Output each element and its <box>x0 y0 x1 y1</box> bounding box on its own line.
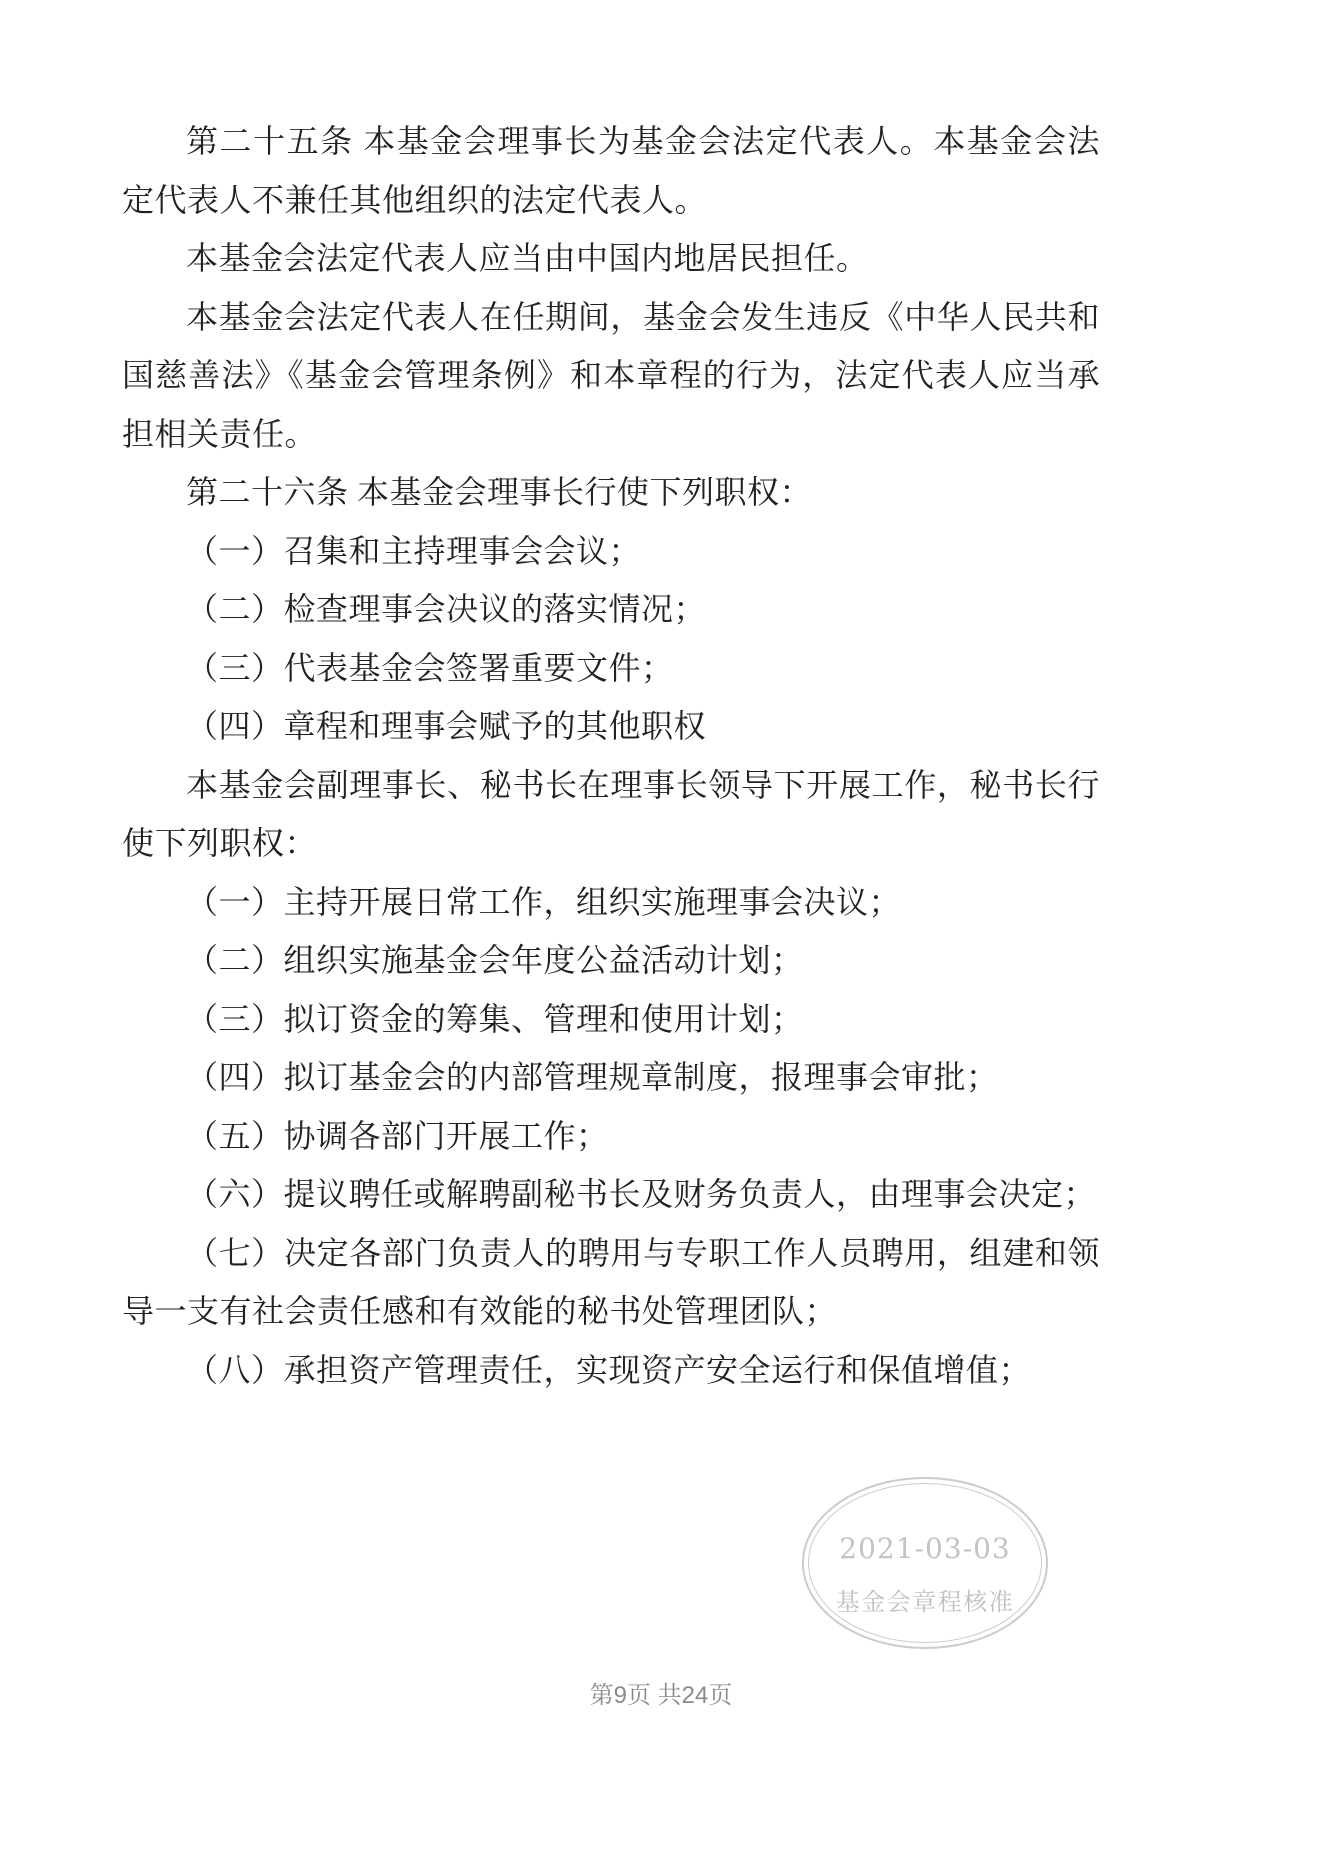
text-line: 第二十六条 本基金会理事长行使下列职权： <box>186 474 813 510</box>
paragraph <box>122 112 1100 229</box>
text-line: 本基金会法定代表人在任期间，基金会发生违反《中华人民共和 <box>186 298 1100 335</box>
text-line: （一）召集和主持理事会会议； <box>186 532 642 569</box>
text-line: （一）主持开展日常工作，组织实施理事会决议； <box>186 883 902 920</box>
text-line: 导一支有社会责任感和有效能的秘书处管理团队； <box>122 1293 838 1329</box>
stamp-date: 2021-03-03 <box>839 1532 1011 1565</box>
paragraph <box>122 697 1100 756</box>
paragraph <box>122 288 1100 464</box>
paragraph <box>122 1224 1100 1341</box>
approval-stamp <box>802 1477 1048 1649</box>
text-line: （五）协调各部门开展工作； <box>186 1117 609 1154</box>
text-line: （六）提议聘任或解聘副秘书长及财务负责人，由理事会决定； <box>186 1176 1097 1212</box>
text-line: 本基金会法定代表人应当由中国内地居民担任。 <box>186 240 869 276</box>
stamp-label: 基金会章程核准 <box>835 1590 1015 1616</box>
text-line: 国慈善法》《基金会管理条例》和本章程的行为，法定代表人应当承 <box>122 357 1100 393</box>
text-line: （三）代表基金会签署重要文件； <box>186 649 674 686</box>
paragraph <box>122 1048 1100 1107</box>
text-line: 第二十五条 本基金会理事长为基金会法定代表人。本基金会法 <box>186 123 1100 159</box>
paragraph <box>122 990 1100 1049</box>
text-line: （二）组织实施基金会年度公益活动计划； <box>186 942 804 978</box>
text-line: 定代表人不兼任其他组织的法定代表人。 <box>122 181 708 218</box>
paragraph <box>122 1341 1100 1400</box>
text-line: 担相关责任。 <box>122 415 318 452</box>
paragraph <box>122 522 1100 581</box>
paragraph <box>122 931 1100 990</box>
paragraph <box>122 229 1100 288</box>
paragraph <box>122 463 1100 522</box>
text-line: （四）拟订基金会的内部管理规章制度，报理事会审批； <box>186 1059 999 1095</box>
text-line: （八）承担资产管理责任，实现资产安全运行和保值增值； <box>186 1351 1032 1388</box>
document-body <box>122 112 1100 1399</box>
paragraph <box>122 1165 1100 1224</box>
text-line: （三）拟订资金的筹集、管理和使用计划； <box>186 1000 804 1037</box>
paragraph <box>122 639 1100 698</box>
text-line: 使下列职权： <box>122 825 318 861</box>
text-line: （二）检查理事会决议的落实情况； <box>186 591 707 627</box>
paragraph <box>122 1107 1100 1166</box>
page-number: 第9页 共24页 <box>589 1682 733 1709</box>
text-line: （四）章程和理事会赋予的其他职权 <box>186 708 707 744</box>
paragraph <box>122 580 1100 639</box>
paragraph <box>122 873 1100 932</box>
text-line: 本基金会副理事长、秘书长在理事长领导下开展工作，秘书长行 <box>186 766 1100 803</box>
text-line: （七）决定各部门负责人的聘用与专职工作人员聘用，组建和领 <box>186 1234 1100 1271</box>
paragraph <box>122 756 1100 873</box>
